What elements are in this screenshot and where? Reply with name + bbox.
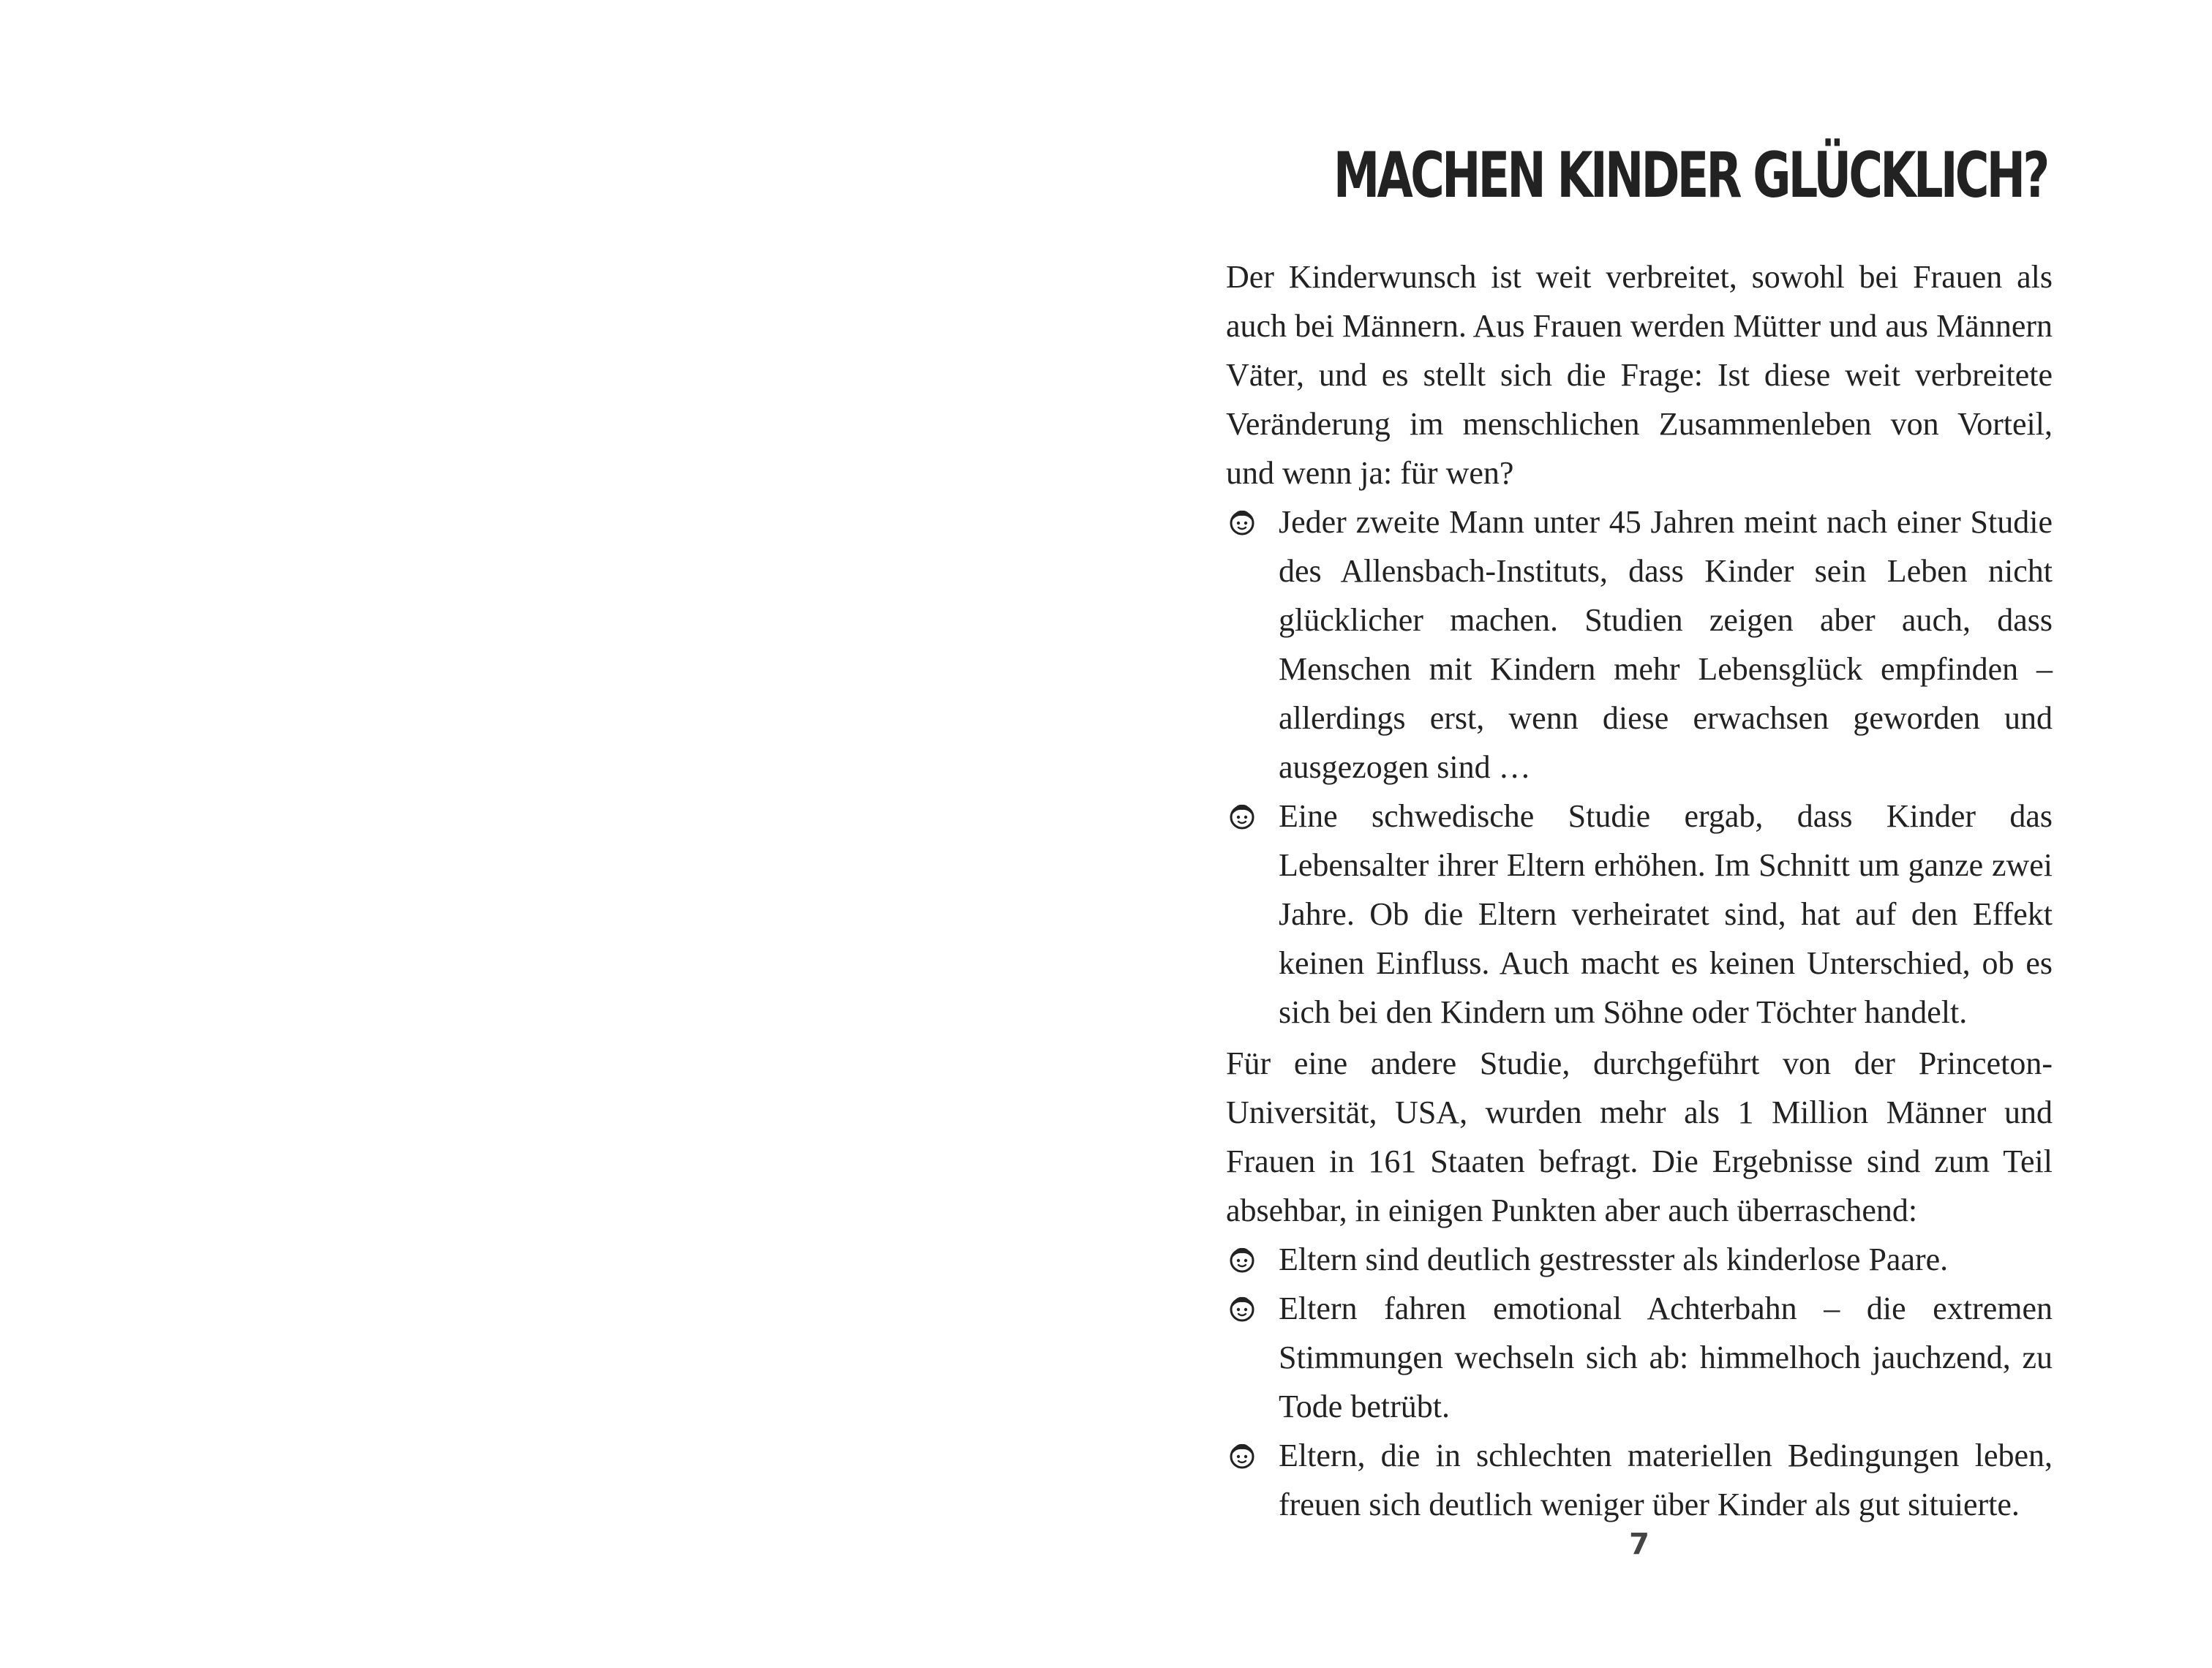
bullet-list-2: [1226, 1235, 2053, 1529]
section-princeton: [1226, 1039, 2053, 1529]
child-face-icon: [1226, 1243, 1258, 1275]
page-title: MACHEN KINDER GLÜCKLICH?: [1333, 139, 2047, 212]
child-face-icon: [1226, 800, 1258, 832]
list-item: [1226, 1284, 2053, 1431]
page-number: 7: [1629, 1528, 1649, 1561]
list-item: [1226, 1431, 2053, 1529]
section-intro: [1226, 252, 2053, 1037]
list-item: [1226, 497, 2053, 792]
child-face-icon: [1226, 506, 1258, 538]
child-face-icon: [1226, 1292, 1258, 1324]
right-page: [1106, 0, 2212, 1668]
bullet-text: Eltern, die in schlechten materiellen Bedingungen leben, freuen sich deutlich weniger über Kinder als gut situierte.: [1279, 1438, 2053, 1522]
bullet-text: Eltern fahren emotional Achterbahn – die extremen Stimmungen wechseln sich ab: himmelhoch jauchzend, zu Tode betrübt.: [1279, 1291, 2053, 1424]
intro-paragraph: Der Kinderwunsch ist weit verbreitet, sowohl bei Frauen als auch bei Männern. Aus Frauen werden Mütter und aus Männern Väter, und es stellt sich die Frage: Ist diese weit verbreitete Veränderung im menschlichen Zusammenleben von Vorteil, und wenn ja: für wen?: [1226, 259, 2053, 491]
study-paragraph: Für eine andere Studie, durchgeführt von der Princeton-Universität, USA, wurden mehr als 1 Million Männer und Frauen in 161 Staaten befragt. Die Ergebnisse sind zum Teil absehbar, in einigen Punkten aber auch überraschend:: [1226, 1045, 2053, 1228]
list-item: [1226, 792, 2053, 1037]
child-face-icon: [1226, 1439, 1258, 1471]
bullet-text: Jeder zweite Mann unter 45 Jahren meint nach einer Studie des Allensbach-Instituts, dass Kinder sein Leben nicht glücklicher machen. Studien zeigen aber auch, dass Menschen mit Kindern mehr Lebensglück empfinden – allerdings erst, wenn diese erwachsen geworden und ausgezogen sind …: [1279, 504, 2053, 785]
bullet-text: Eltern sind deutlich gestresster als kinderlose Paare.: [1279, 1241, 1949, 1277]
bullet-text: Eine schwedische Studie ergab, dass Kinder das Lebensalter ihrer Eltern erhöhen. Im Schnitt um ganze zwei Jahre. Ob die Eltern verheiratet sind, hat auf den Effekt keinen Einfluss. Auch macht es keinen Unterschied, ob es sich bei den Kindern um Söhne oder Töchter handelt.: [1279, 798, 2053, 1030]
bullet-list-1: [1226, 497, 2053, 1037]
list-item: [1226, 1235, 2053, 1284]
